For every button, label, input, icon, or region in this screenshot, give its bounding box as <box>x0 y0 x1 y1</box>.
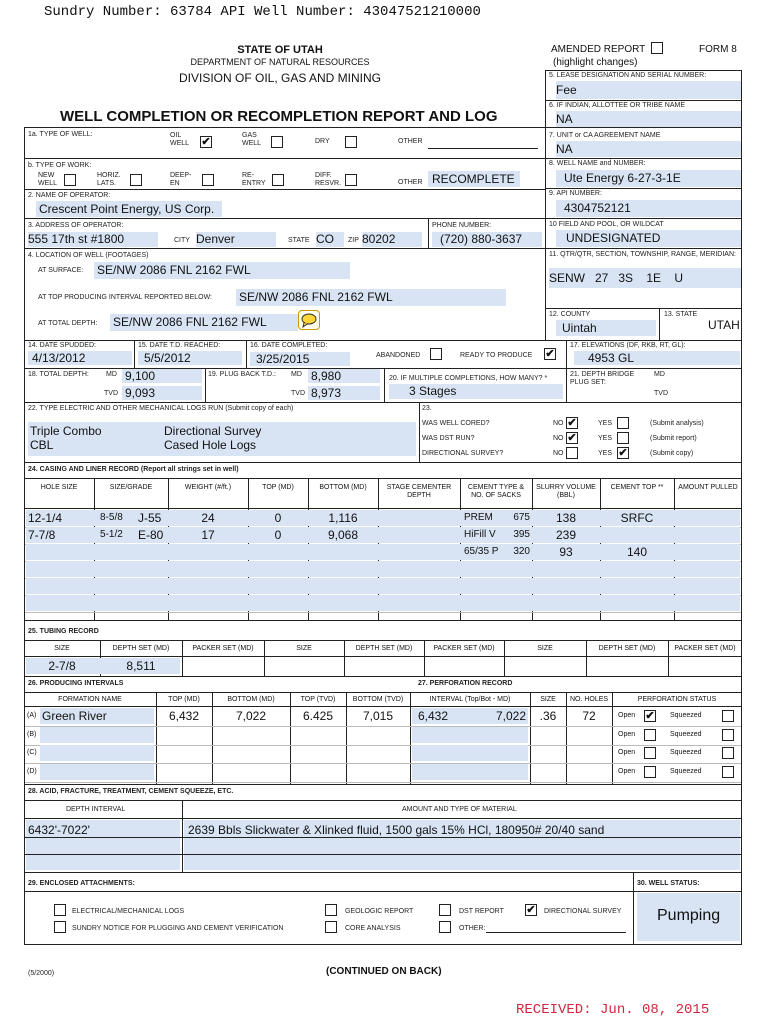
other-label: OTHER <box>398 138 423 145</box>
producing-header: BOTTOM (MD) <box>227 696 275 703</box>
casing-cell: 93 <box>559 545 573 559</box>
unit-label: 7. UNIT or CA AGREEMENT NAME <box>549 132 661 139</box>
producing-cell: Green River <box>42 709 107 723</box>
logs-label: 22. TYPE ELECTRIC AND OTHER MECHANICAL LOGS RUN (Submit copy of each) <box>28 405 294 412</box>
phone-field[interactable]: (720) 880-3637 <box>432 232 542 247</box>
casing-header: STAGE CEMENTER DEPTH <box>386 484 452 499</box>
plug-label: 19. PLUG BACK T.D.: <box>208 371 276 378</box>
total-tvd-field[interactable]: 9,093 <box>122 386 202 400</box>
tubing-header: SIZE <box>296 645 312 652</box>
producing-label: 26. PRODUCING INTERVALS <box>28 680 124 687</box>
city-field[interactable]: Denver <box>196 232 276 247</box>
perf-squeezed-checkbox[interactable] <box>722 729 734 741</box>
dir-submit: (Submit copy) <box>650 450 694 457</box>
casing-cell: 1,116 <box>328 511 358 525</box>
total-depth-label: 18. TOTAL DEPTH: <box>28 371 89 378</box>
acid-material: 2639 Bbls Slickwater & Xlinked fluid, 1500 gals 15% HCl, 180950# 20/40 sand <box>188 823 605 837</box>
dst-yes-label: YES <box>598 435 613 442</box>
casing-cell: 0 <box>274 528 282 542</box>
gas-label: GAS WELL <box>242 132 262 147</box>
operator-name-field[interactable]: Crescent Point Energy, US Corp. <box>36 201 222 217</box>
dst-yes-checkbox[interactable] <box>617 432 629 444</box>
state-title: STATE OF UTAH <box>237 44 323 56</box>
casing-row-fill[interactable] <box>26 561 740 577</box>
perf-open-checkbox[interactable] <box>644 729 656 741</box>
type-well-label: 1a. TYPE OF WELL: <box>28 131 93 138</box>
td-field[interactable]: 5/5/2012 <box>138 351 242 365</box>
sundry-header: Sundry Number: 63784 API Well Number: 43047521210000 <box>44 4 481 20</box>
tubing-header: DEPTH SET (MD) <box>598 645 656 652</box>
casing-cell: 8-5/8 <box>100 512 123 523</box>
address-field[interactable]: 555 17th st #1800 <box>28 232 158 247</box>
sundry-checkbox[interactable] <box>54 921 66 933</box>
dir-no-checkbox[interactable] <box>566 447 578 459</box>
producing-header: TOP (MD) <box>168 696 200 703</box>
bridge-label: 21. DEPTH BRIDGE PLUG SET: <box>570 371 635 386</box>
producing-cell: (D) <box>27 768 37 775</box>
total-depth-loc-field[interactable]: SE/NW 2086 FNL 2162 FWL <box>110 314 298 331</box>
producing-cell: Open <box>618 749 636 756</box>
dry-checkbox[interactable] <box>345 136 357 148</box>
new-label: NEW WELL <box>38 172 58 187</box>
dst-submit: (Submit report) <box>650 435 697 442</box>
cored-no-checkbox[interactable]: ✔ <box>567 417 577 429</box>
report-title: WELL COMPLETION OR RECOMPLETION REPORT AND LOG <box>60 108 498 125</box>
casing-cell: 239 <box>555 528 577 542</box>
qtr-label: 11. QTR/QTR, SECTION, TOWNSHIP, RANGE, MERIDIAN: <box>549 251 736 258</box>
casing-label: 24. CASING AND LINER RECORD (Report all strings set in well) <box>28 466 239 473</box>
perf-squeezed-checkbox[interactable] <box>722 710 734 722</box>
casing-header: SIZE/GRADE <box>109 484 153 491</box>
elec-label: ELECTRICAL/MECHANICAL LOGS <box>72 908 185 915</box>
casing-cell: 17 <box>201 528 215 542</box>
multi-field[interactable]: 3 Stages <box>389 384 563 399</box>
casing-cell: PREM <box>464 512 493 523</box>
field-pool-label: 10 FIELD AND POOL, OR WILDCAT <box>549 221 664 228</box>
form-code: (5/2000) <box>28 970 55 977</box>
dirsurvey-checkbox[interactable]: ✔ <box>526 904 536 916</box>
casing-cell: 9,068 <box>327 528 359 542</box>
total-md-field[interactable]: 9,100 <box>122 369 202 383</box>
producing-cell: (C) <box>27 749 37 756</box>
plug-tvd-field[interactable]: 8,973 <box>308 386 380 400</box>
api-field[interactable]: 4304752121 <box>556 200 741 217</box>
type-work-label: b. TYPE OF WORK: <box>28 162 92 169</box>
wellname-field[interactable]: Ute Energy 6-27-3-1E <box>556 170 741 187</box>
dst-no-checkbox[interactable]: ✔ <box>567 432 577 444</box>
casing-header: CEMENT TYPE & NO. OF SACKS <box>467 484 525 499</box>
geo-label: GEOLOGIC REPORT <box>345 908 414 915</box>
oil-checkbox[interactable]: ✔ <box>201 136 211 148</box>
other-attach-checkbox[interactable] <box>439 921 451 933</box>
producing-cell: Open <box>618 768 636 775</box>
dir-yes-checkbox[interactable]: ✔ <box>618 447 628 459</box>
dir-yes-label: YES <box>598 450 613 457</box>
depth-interval-header: DEPTH INTERVAL <box>66 806 126 813</box>
tubing-label: 25. TUBING RECORD <box>28 628 99 635</box>
log-directional: Directional Survey <box>164 424 262 438</box>
perforation-cell: 6,432 <box>418 709 449 723</box>
formation-fill[interactable] <box>40 745 154 761</box>
county-label: 12. COUNTY <box>549 311 591 318</box>
gas-checkbox[interactable] <box>271 136 283 148</box>
producing-header: TOP (TVD) <box>300 696 336 703</box>
abandoned-checkbox[interactable] <box>430 348 442 360</box>
td-label: 15. DATE T.D. REACHED: <box>138 342 221 349</box>
perf-interval-fill[interactable] <box>412 727 528 743</box>
lease-label: 5. LEASE DESIGNATION AND SERIAL NUMBER: <box>549 72 707 79</box>
perforation-cell: 72 <box>582 709 596 723</box>
producing-cell: 7,022 <box>235 709 267 723</box>
tubing-header: SIZE <box>537 645 553 652</box>
acid-label: 28. ACID, FRACTURE, TREATMENT, CEMENT SQUEEZE, ETC. <box>28 788 234 795</box>
elev-label: 17. ELEVATIONS (DF, RKB, RT, GL): <box>570 342 686 349</box>
prod-interval-label: AT TOP PRODUCING INTERVAL REPORTED BELOW: <box>38 294 213 301</box>
cored-yes-label: YES <box>598 420 613 427</box>
wellname-label: 8. WELL NAME and NUMBER: <box>549 160 646 167</box>
amended-label: AMENDED REPORT <box>551 44 646 55</box>
horiz-label: HORIZ. LATS. <box>97 172 121 187</box>
sundry-label: SUNDRY NOTICE FOR PLUGGING AND CEMENT VERIFICATION <box>72 925 284 932</box>
indian-field[interactable]: NA <box>556 111 741 127</box>
state13-label: 13. STATE <box>664 311 698 318</box>
casing-header: TOP (MD) <box>262 484 294 491</box>
address-label: 3. ADDRESS OF OPERATOR: <box>28 222 124 229</box>
casing-row-fill[interactable] <box>26 595 740 611</box>
diff-label: DIFF. RESVR. <box>315 172 342 187</box>
operator-label: 2. NAME OF OPERATOR: <box>28 192 111 199</box>
recomplete-field[interactable]: RECOMPLETE <box>428 171 520 187</box>
other2-label: OTHER <box>398 179 423 186</box>
reentry-checkbox[interactable] <box>272 174 284 186</box>
perf-squeezed-checkbox[interactable] <box>722 766 734 778</box>
oil-label: OIL WELL <box>170 132 190 147</box>
producing-cell: Squeezed <box>670 768 702 775</box>
casing-cell: 140 <box>626 545 648 559</box>
producing-cell: Open <box>618 712 636 719</box>
casing-cell: 12-1/4 <box>28 511 63 525</box>
plug-tvd-label: TVD <box>291 390 305 397</box>
tubing-depth: 8,511 <box>126 659 156 673</box>
zip-label: ZIP <box>348 237 359 244</box>
bridge-md-label: MD <box>654 371 665 378</box>
tubing-header: DEPTH SET (MD) <box>355 645 413 652</box>
received-stamp: RECEIVED: Jun. 08, 2015 <box>516 1002 710 1018</box>
state13-field: UTAH <box>708 318 740 332</box>
new-checkbox[interactable] <box>64 174 76 186</box>
casing-header: SLURRY VOLUME (BBL) <box>536 484 596 499</box>
dst-report-label: DST REPORT <box>459 908 504 915</box>
cored-no-label: NO <box>553 420 564 427</box>
casing-header: AMOUNT PULLED <box>678 484 738 491</box>
producing-cell: 6,432 <box>168 709 200 723</box>
spud-field[interactable]: 4/13/2012 <box>28 351 132 365</box>
prod-interval-field[interactable]: SE/NW 2086 FNL 2162 FWL <box>236 289 506 306</box>
casing-row-fill[interactable] <box>26 578 740 594</box>
perforation-cell: .36 <box>539 709 557 723</box>
tubing-header: PACKER SET (MD) <box>192 645 254 652</box>
casing-cell: 7-7/8 <box>28 528 56 542</box>
dir-label: DIRECTIONAL SURVEY? <box>422 450 504 457</box>
ready-checkbox[interactable]: ✔ <box>545 348 555 360</box>
dry-label: DRY <box>315 138 330 145</box>
casing-cell: HiFill V <box>464 529 496 540</box>
producing-cell: Squeezed <box>670 731 702 738</box>
perforation-header: PERFORATION STATUS <box>637 696 717 703</box>
comp-label: 16. DATE COMPLETED: <box>250 342 328 349</box>
tubing-header: DEPTH SET (MD) <box>112 645 170 652</box>
state-field[interactable]: CO <box>316 232 344 247</box>
tubing-size: 2-7/8 <box>48 659 76 673</box>
perf-open-checkbox[interactable] <box>644 747 656 759</box>
bridge-tvd-label: TVD <box>654 390 668 397</box>
producing-cell: Open <box>618 731 636 738</box>
perf-squeezed-checkbox[interactable] <box>722 747 734 759</box>
phone-label: PHONE NUMBER: <box>432 222 492 229</box>
producing-cell: 7,015 <box>362 709 394 723</box>
form-number: FORM 8 <box>699 44 737 55</box>
continued-label: (CONTINUED ON BACK) <box>326 966 442 977</box>
casing-row-fill[interactable] <box>26 527 740 543</box>
formation-fill[interactable] <box>40 764 154 780</box>
zip-field[interactable]: 80202 <box>362 232 422 247</box>
deepen-label: DEEP-EN <box>170 172 192 187</box>
city-label: CITY <box>174 237 190 244</box>
reentry-label: RE-ENTRY <box>242 172 266 187</box>
producing-cell: 6.425 <box>302 709 334 723</box>
dir-no-label: NO <box>553 450 564 457</box>
tubing-header: PACKER SET (MD) <box>674 645 736 652</box>
lease-field[interactable]: Fee <box>556 81 741 99</box>
perforation-header: SIZE <box>540 696 556 703</box>
casing-cell: 320 <box>513 546 530 557</box>
perforation-header: NO. HOLES <box>569 696 609 703</box>
log-triple-combo: Triple Combo <box>30 424 102 438</box>
casing-cell: J-55 <box>138 511 162 525</box>
county-field[interactable]: Uintah <box>556 320 656 336</box>
perforation-header: INTERVAL (Top/Bot - MD) <box>429 696 511 703</box>
producing-header: BOTTOM (TVD) <box>352 696 404 703</box>
producing-cell: Squeezed <box>670 749 702 756</box>
cored-yes-checkbox[interactable] <box>617 417 629 429</box>
comment-icon[interactable] <box>298 310 320 330</box>
perf-interval-fill[interactable] <box>412 764 528 780</box>
unit-field[interactable]: NA <box>556 141 741 157</box>
producing-cell: (B) <box>27 731 37 738</box>
surface-label: AT SURFACE: <box>38 267 84 274</box>
casing-cell: SRFC <box>620 511 654 525</box>
dirsurvey-label: DIRECTIONAL SURVEY <box>544 908 622 915</box>
ready-label: READY TO PRODUCE <box>460 352 533 359</box>
deepen-checkbox[interactable] <box>202 174 214 186</box>
field-pool-field[interactable]: UNDESIGNATED <box>556 230 741 247</box>
location-label: 4. LOCATION OF WELL (FOOTAGES) <box>28 252 149 259</box>
log-cased-hole: Cased Hole Logs <box>164 438 257 452</box>
abandoned-label: ABANDONED <box>376 352 421 359</box>
api-label: 9. API NUMBER: <box>549 190 602 197</box>
casing-cell: 5-1/2 <box>100 529 123 540</box>
total-depth-loc-label: AT TOTAL DEPTH: <box>38 320 98 327</box>
plug-md-label: MD <box>291 371 302 378</box>
diff-checkbox[interactable] <box>345 174 357 186</box>
casing-header: HOLE SIZE <box>40 484 78 491</box>
status-label: 30. WELL STATUS: <box>637 880 700 887</box>
casing-cell: 65/35 P <box>464 546 499 557</box>
casing-header: WEIGHT (#/ft.) <box>184 484 232 491</box>
casing-header: CEMENT TOP ** <box>610 484 664 491</box>
perf-interval-fill[interactable] <box>412 745 528 761</box>
total-md-label: MD <box>106 371 117 378</box>
tubing-header: SIZE <box>54 645 70 652</box>
geo-checkbox[interactable] <box>325 904 337 916</box>
dst-no-label: NO <box>553 435 564 442</box>
perf-open-checkbox[interactable] <box>644 766 656 778</box>
item23-label: 23. <box>422 405 432 412</box>
material-header: AMOUNT AND TYPE OF MATERIAL <box>402 806 517 813</box>
producing-cell: (A) <box>27 712 37 719</box>
casing-cell: 0 <box>274 511 282 525</box>
casing-cell: 395 <box>513 529 530 540</box>
casing-cell: E-80 <box>138 528 164 542</box>
plug-md-field[interactable]: 8,980 <box>308 369 380 383</box>
perforation-cell: 7,022 <box>495 709 526 723</box>
qtr-field[interactable]: SENW 27 3S 1E U <box>549 268 741 288</box>
indian-label: 6. IF INDIAN, ALLOTTEE OR TRIBE NAME <box>549 102 686 109</box>
core-checkbox[interactable] <box>325 921 337 933</box>
dept-name: DEPARTMENT OF NATURAL RESOURCES <box>190 57 370 67</box>
total-tvd-label: TVD <box>104 390 118 397</box>
dst-report-checkbox[interactable] <box>439 904 451 916</box>
formation-fill[interactable] <box>40 727 154 743</box>
comp-field[interactable]: 3/25/2015 <box>250 352 350 366</box>
casing-header: BOTTOM (MD) <box>319 484 367 491</box>
multi-label: 20. IF MULTIPLE COMPLETIONS, HOW MANY? * <box>389 375 548 382</box>
core-label: CORE ANALYSIS <box>345 925 401 932</box>
attachments-label: 29. ENCLOSED ATTACHMENTS: <box>28 880 135 887</box>
surface-field[interactable]: SE/NW 2086 FNL 2162 FWL <box>94 262 350 279</box>
other-attach-label: OTHER: <box>459 925 486 932</box>
acid-interval: 6432'-7022' <box>28 823 90 837</box>
perforation-label: 27. PERFORATION RECORD <box>418 680 513 687</box>
spud-label: 14. DATE SPUDDED: <box>28 342 96 349</box>
log-cbl: CBL <box>30 438 54 452</box>
casing-cell: 675 <box>513 512 530 523</box>
status-value: Pumping <box>657 907 721 924</box>
division-name: DIVISION OF OIL, GAS AND MINING <box>178 71 382 85</box>
elev-field[interactable]: 4953 GL <box>574 351 740 365</box>
dst-label: WAS DST RUN? <box>422 435 475 442</box>
tubing-header: PACKER SET (MD) <box>433 645 495 652</box>
amended-checkbox[interactable] <box>651 42 663 54</box>
elec-checkbox[interactable] <box>54 904 66 916</box>
horiz-checkbox[interactable] <box>130 174 142 186</box>
casing-cell: 138 <box>555 511 577 525</box>
producing-header: FORMATION NAME <box>58 696 122 703</box>
cored-submit: (Submit analysis) <box>650 420 704 427</box>
cored-label: WAS WELL CORED? <box>422 420 490 427</box>
perf-open-checkbox[interactable]: ✔ <box>645 710 655 722</box>
state-label: STATE <box>288 237 310 244</box>
casing-cell: 24 <box>201 511 215 525</box>
highlight-label: (highlight changes) <box>553 57 638 68</box>
producing-cell: Squeezed <box>670 712 702 719</box>
